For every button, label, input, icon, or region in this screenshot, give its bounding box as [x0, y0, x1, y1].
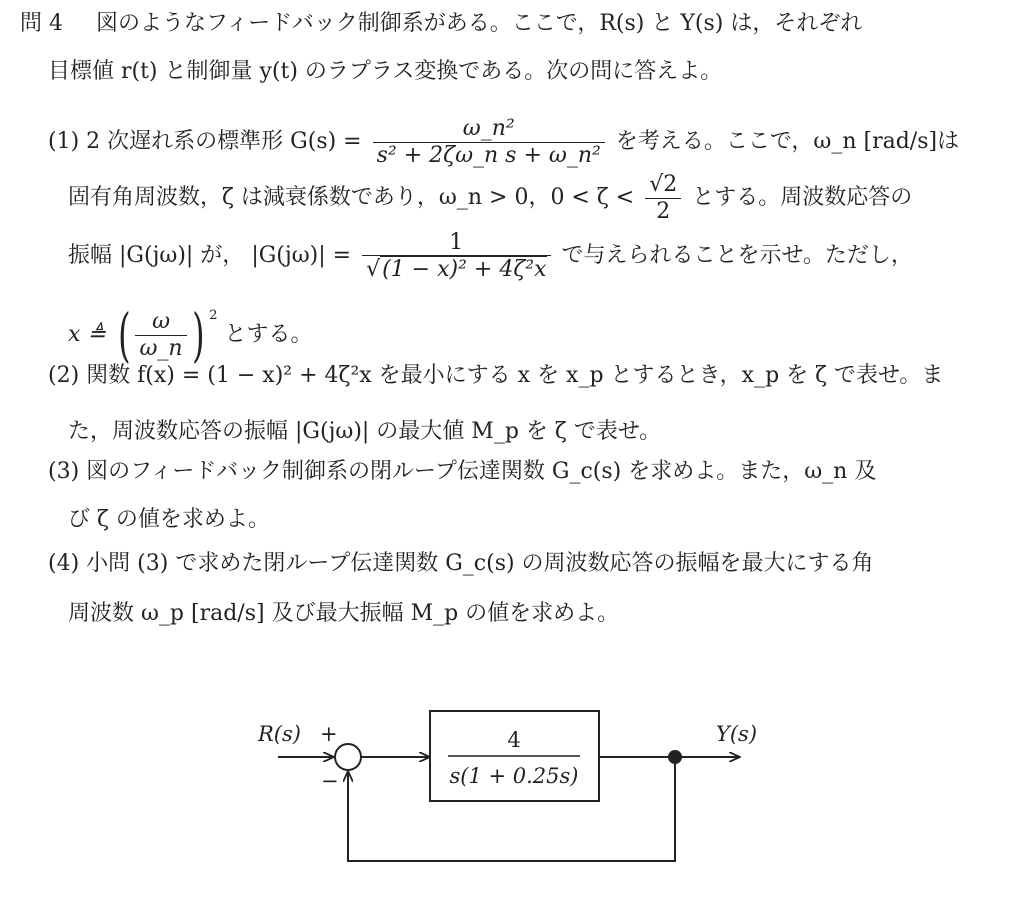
x-definition-fraction: $\frac{\omega}{\omega\_n}$ [135, 309, 186, 361]
input-label: R(s) [258, 722, 301, 746]
summing-junction [335, 744, 361, 770]
part2-line1: (2) 関数 f(x) = (1 − x)² + 4ζ²x を最小にする x を x_p とするとき，x_p を ζ で表せ。ま [48, 363, 944, 388]
part2-line2: た，周波数応答の振幅 |G(jω)| の最大値 M_p を ζ で表せ。 [68, 419, 662, 444]
part1-line4: x ≜ ( $\frac{\omega}{\omega\_n}$ ) $^2$ とする。 [68, 301, 313, 369]
amplitude-fraction: $\frac{1}{\text{√(1 − x)² + 4ζ²x}}$ [362, 230, 550, 283]
part2-label: (2) [48, 363, 80, 388]
part1-line3: 振幅 |G(jω)| が， |G(jω)| = $\frac{1}{\text{√(1 − x)² + 4ζ²x}}$ で与えられることを示せ。ただし， [68, 229, 913, 282]
part4-label: (4) [48, 551, 80, 576]
part1-line1: (1) 2 次遅れ系の標準形 G(s) = $\frac{\text{ω\_n²}}{\text{s² + 2ζω\_n s + ω\_n²}}$ を考える。ここで，ω_n [rad/s]は [48, 116, 960, 168]
output-label: Y(s) [716, 722, 758, 746]
part4-line1: (4) 小問 (3) で求めた閉ループ伝達関数 G_c(s) の周波数応答の振幅を最大にする角 [48, 551, 874, 576]
sqrt2-over-2: $\frac{√2}{2}$ [645, 172, 681, 224]
part4-line2: 周波数 ω_p [rad/s] 及び最大振幅 M_p の値を求めよ。 [68, 601, 620, 626]
block-denominator: s(1 + 0.25s) [449, 764, 579, 788]
plus-sign: + [320, 722, 338, 746]
intro-line-1: 図のようなフィードバック制御系がある。ここで，R(s) と Y(s) は，それぞれ [96, 11, 863, 36]
block-numerator: 4 [507, 728, 521, 752]
standard-form-fraction: $\frac{\text{ω\_n²}}{\text{s² + 2ζω\_n s + ω\_n²}}$ [373, 116, 605, 168]
question-number: 問 4 [20, 11, 63, 36]
part3-label: (3) [48, 459, 80, 484]
part3-line1: (3) 図のフィードバック制御系の閉ループ伝達関数 G_c(s) を求めよ。また，ω_n 及 [48, 459, 877, 484]
minus-sign: − [321, 769, 339, 793]
part1-line2: 固有角周波数，ζ は減衰係数であり，ω_n > 0，0 < ζ < $\frac{√2}{2}$ とする。周波数応答の [68, 172, 913, 224]
part3-line2: び ζ の値を求めよ。 [68, 507, 270, 532]
intro-line-2: 目標値 r(t) と制御量 y(t) のラプラス変換である。次の問に答えよ。 [48, 59, 723, 84]
part1-label: (1) [48, 129, 80, 154]
